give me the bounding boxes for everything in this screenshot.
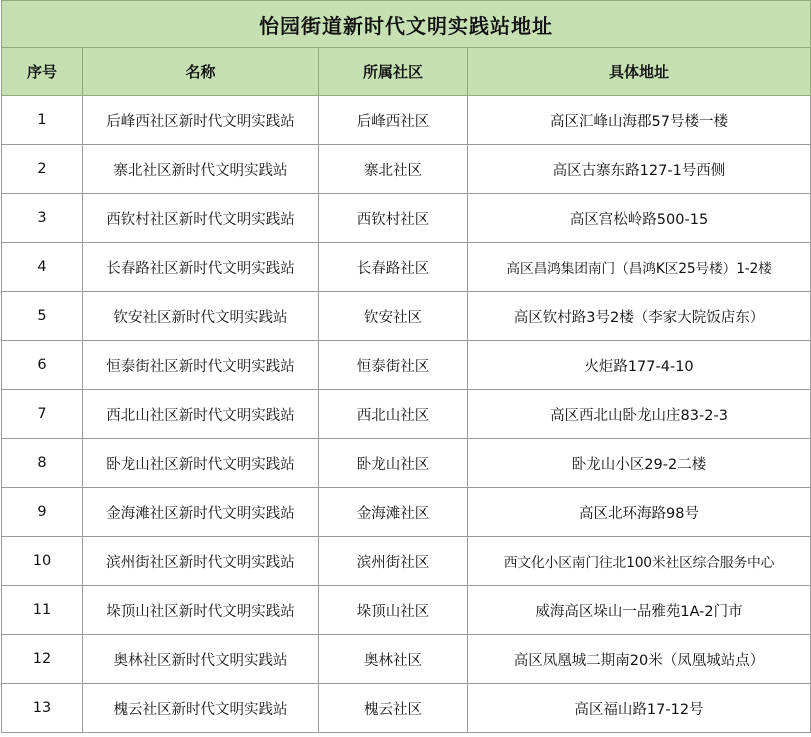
table-row xyxy=(2,488,811,537)
cell-index: 4 xyxy=(2,243,83,292)
cell-address: 高区钦村路3号2楼（李家大院饭店东） xyxy=(468,292,811,341)
header-address: 具体地址 xyxy=(468,48,811,96)
cell-name: 寨北社区新时代文明实践站 xyxy=(83,145,319,194)
table-row xyxy=(2,145,811,194)
cell-community: 西北山社区 xyxy=(319,390,468,439)
cell-name: 恒泰街社区新时代文明实践站 xyxy=(83,341,319,390)
table-row xyxy=(2,537,811,586)
cell-address: 高区凤凰城二期南20米（凤凰城站点） xyxy=(468,635,811,684)
cell-index: 10 xyxy=(2,537,83,586)
table-row xyxy=(2,96,811,145)
cell-community: 后峰西社区 xyxy=(319,96,468,145)
cell-name: 卧龙山社区新时代文明实践站 xyxy=(83,439,319,488)
header-row xyxy=(2,48,811,96)
cell-community: 奥林社区 xyxy=(319,635,468,684)
cell-index: 11 xyxy=(2,586,83,635)
cell-index: 13 xyxy=(2,684,83,733)
table-row xyxy=(2,439,811,488)
title-row xyxy=(2,1,811,48)
cell-name: 奥林社区新时代文明实践站 xyxy=(83,635,319,684)
cell-community: 恒泰街社区 xyxy=(319,341,468,390)
cell-name: 垛顶山社区新时代文明实践站 xyxy=(83,586,319,635)
header-community: 所属社区 xyxy=(319,48,468,96)
cell-community: 寨北社区 xyxy=(319,145,468,194)
header-index: 序号 xyxy=(2,48,83,96)
address-table xyxy=(1,0,811,733)
cell-address: 高区昌鸿集团南门（昌鸿K区25号楼）1-2楼 xyxy=(468,243,811,292)
cell-name: 钦安社区新时代文明实践站 xyxy=(83,292,319,341)
cell-name: 金海滩社区新时代文明实践站 xyxy=(83,488,319,537)
table-title: 怡园街道新时代文明实践站地址 xyxy=(2,1,811,48)
table-row xyxy=(2,586,811,635)
cell-address: 高区宫松岭路500-15 xyxy=(468,194,811,243)
table-row xyxy=(2,390,811,439)
table-row xyxy=(2,243,811,292)
cell-community: 金海滩社区 xyxy=(319,488,468,537)
table-row xyxy=(2,684,811,733)
cell-community: 垛顶山社区 xyxy=(319,586,468,635)
cell-community: 西钦村社区 xyxy=(319,194,468,243)
cell-name: 西北山社区新时代文明实践站 xyxy=(83,390,319,439)
cell-index: 5 xyxy=(2,292,83,341)
table-row xyxy=(2,341,811,390)
table-row xyxy=(2,292,811,341)
cell-address: 高区汇峰山海郡57号楼一楼 xyxy=(468,96,811,145)
cell-address: 卧龙山小区29-2二楼 xyxy=(468,439,811,488)
cell-name: 西钦村社区新时代文明实践站 xyxy=(83,194,319,243)
cell-name: 滨州街社区新时代文明实践站 xyxy=(83,537,319,586)
header-name: 名称 xyxy=(83,48,319,96)
cell-community: 钦安社区 xyxy=(319,292,468,341)
cell-community: 卧龙山社区 xyxy=(319,439,468,488)
table-row xyxy=(2,635,811,684)
cell-address: 威海高区垛山一品雅苑1A-2门市 xyxy=(468,586,811,635)
cell-address: 高区北环海路98号 xyxy=(468,488,811,537)
cell-index: 1 xyxy=(2,96,83,145)
cell-index: 3 xyxy=(2,194,83,243)
cell-index: 9 xyxy=(2,488,83,537)
cell-index: 6 xyxy=(2,341,83,390)
cell-address: 高区福山路17-12号 xyxy=(468,684,811,733)
cell-name: 槐云社区新时代文明实践站 xyxy=(83,684,319,733)
cell-index: 2 xyxy=(2,145,83,194)
table-row xyxy=(2,194,811,243)
cell-address: 西文化小区南门往北100米社区综合服务中心 xyxy=(468,537,811,586)
cell-address: 高区西北山卧龙山庄83-2-3 xyxy=(468,390,811,439)
cell-name: 后峰西社区新时代文明实践站 xyxy=(83,96,319,145)
cell-address: 高区古寨东路127-1号西侧 xyxy=(468,145,811,194)
cell-community: 长春路社区 xyxy=(319,243,468,292)
cell-index: 7 xyxy=(2,390,83,439)
cell-community: 槐云社区 xyxy=(319,684,468,733)
cell-name: 长春路社区新时代文明实践站 xyxy=(83,243,319,292)
cell-index: 12 xyxy=(2,635,83,684)
cell-community: 滨州街社区 xyxy=(319,537,468,586)
cell-address: 火炬路177-4-10 xyxy=(468,341,811,390)
cell-index: 8 xyxy=(2,439,83,488)
